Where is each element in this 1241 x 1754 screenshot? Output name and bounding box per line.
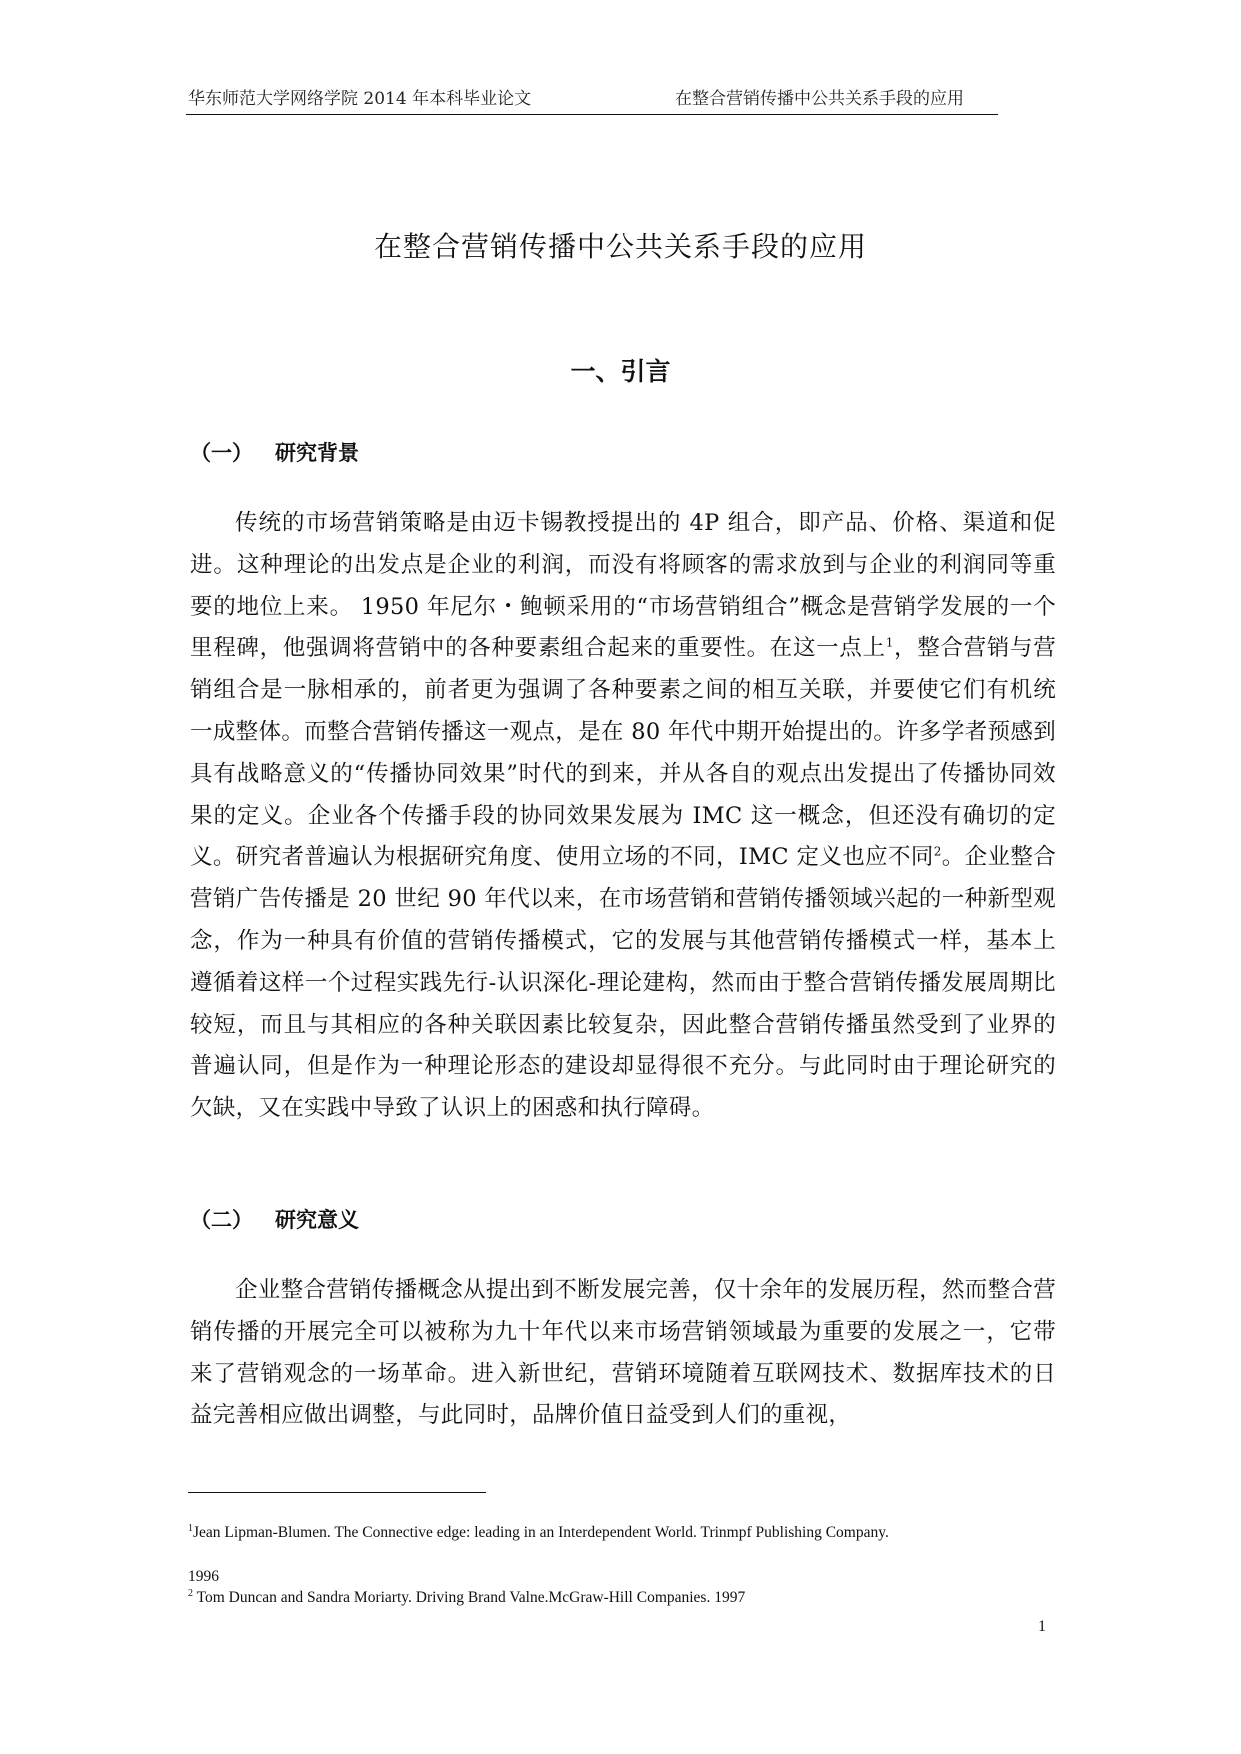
footnote-1-continuation: 1996 <box>188 1568 219 1585</box>
section-heading-significance <box>190 1204 359 1234</box>
thesis-title: 在整合营销传播中公共关系手段的应用 <box>373 230 867 263</box>
page-number: 1 <box>1038 1618 1046 1635</box>
running-header-right: 在整合营销传播中公共关系手段的应用 <box>675 89 964 109</box>
footnote-ref: 2 <box>933 844 942 859</box>
header-rule <box>186 114 998 115</box>
section-number: （二） <box>190 1208 253 1232</box>
footnote-ref: 1 <box>885 635 894 650</box>
footnote-text: Tom Duncan and Sandra Moriarty. Driving Brand Valne.McGraw-Hill Companies. 1997 <box>193 1589 746 1606</box>
section-title: 研究意义 <box>275 1208 359 1232</box>
footnote-mark: 1 <box>188 1522 193 1534</box>
body-paragraph-significance <box>190 1270 1056 1437</box>
paragraph-text: ，整合营销与营销组合是一脉相承的，前者更为强调了各种要素之间的相互关联，并要使它们有机统一成整体。而整合营销传播这一观点，是在 80 年代中期开始提出的。许多学者预感到具有战略意义的“传播协同效果”时代的到来，并从各自的观点出发提出了传播协同效果的定义。企业各个传播手段的协同效果发展为 IMC 这一概念，但还没有确切的定义。研究者普遍认为根据研究角度、使用立场的不同，IMC 定义也应不同 <box>190 635 1056 871</box>
section-heading-background <box>190 437 359 467</box>
paragraph-text: 传统的市场营销策略是由迈卡锡教授提出的 4P 组合，即产品、价格、渠道和促进。这种理论的出发点是企业的利润，而没有将顾客的需求放到与企业的利润同等重要的地位上来。 1950 年尼尔・鲍顿采用的“市场营销组合”概念是营销学发展的一个里程碑，他强调将营销中的各种要素组合起来的重要性。在这一点上 <box>190 510 1056 662</box>
footnote-mark: 2 <box>188 1587 193 1599</box>
footnote-1 <box>188 1523 1068 1543</box>
paragraph-text: 。企业整合营销广告传播是 20 世纪 90 年代以来，在市场营销和营销传播领域兴起的一种新型观念，作为一种具有价值的营销传播模式，它的发展与其他营销传播模式一样，基本上遵循着这样一个过程实践先行-认识深化-理论建构，然而由于整合营销传播发展周期比较短，而且与其相应的各种关联因素比较复杂，因此整合营销传播虽然受到了业界的普遍认同，但是作为一种理论形态的建设却显得很不充分。与此同时由于理论研究的欠缺，又在实践中导致了认识上的困惑和执行障碍。 <box>190 844 1056 1122</box>
running-header-left: 华东师范大学网络学院 2014 年本科毕业论文 <box>188 89 532 109</box>
footnote-2 <box>188 1588 1068 1608</box>
section-number: （一） <box>190 441 253 465</box>
chapter-heading: 一、引言 <box>570 357 671 386</box>
paragraph-text: 企业整合营销传播概念从提出到不断发展完善，仅十余年的发展历程，然而整合营销传播的开展完全可以被称为九十年代以来市场营销领域最为重要的发展之一，它带来了营销观念的一场革命。进入新世纪，营销环境随着互联网技术、数据库技术的日益完善相应做出调整，与此同时，品牌价值日益受到人们的重视， <box>190 1277 1056 1429</box>
body-paragraph-background <box>190 503 1056 1130</box>
footnote-separator <box>188 1492 486 1493</box>
section-title: 研究背景 <box>275 441 359 465</box>
footnote-text: Jean Lipman-Blumen. The Connective edge: leading in an Interdependent World. Trinmpf Publishing Company. <box>193 1524 889 1541</box>
